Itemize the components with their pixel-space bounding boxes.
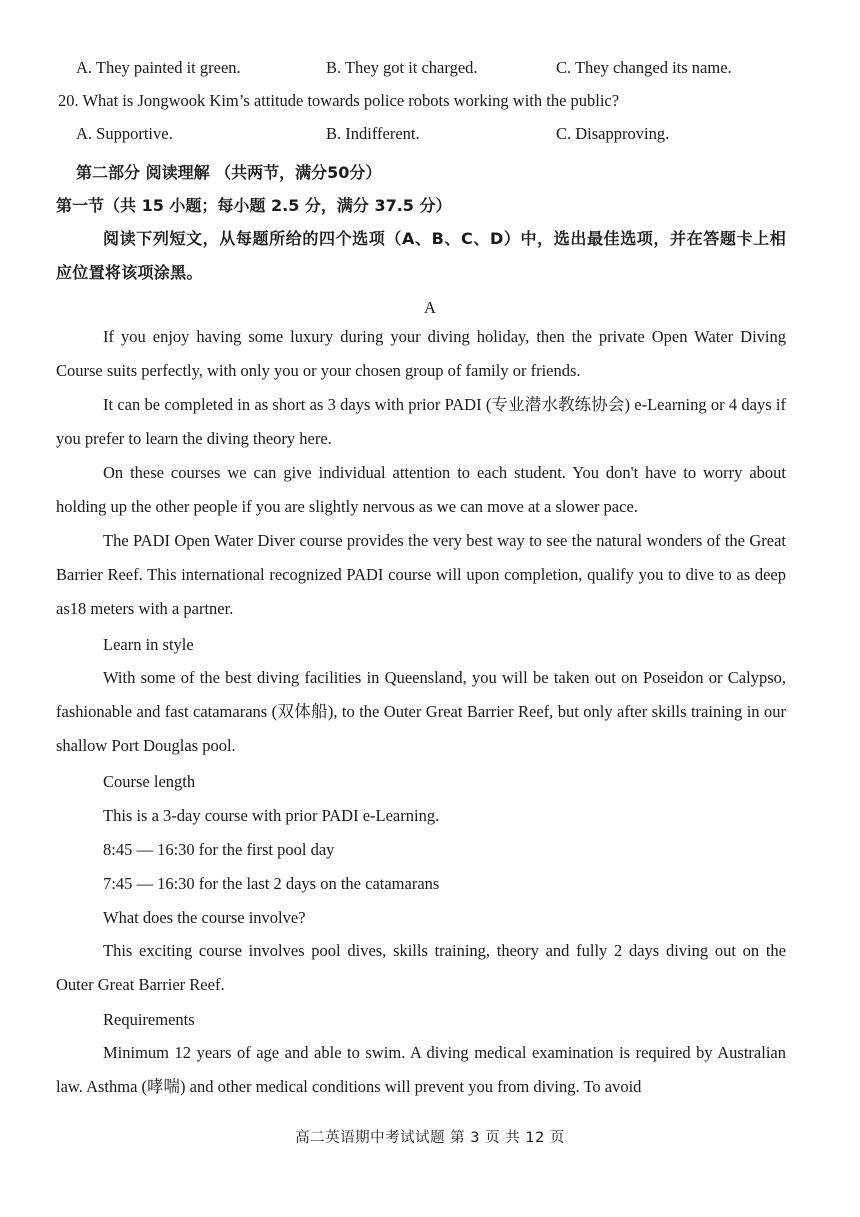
part2-header: 第二部分 阅读理解 （共两节，满分50分） — [76, 163, 382, 182]
q20-option-a: A. Supportive. — [76, 124, 173, 143]
q20-options — [76, 124, 816, 148]
q19-option-a: A. They painted it green. — [76, 58, 241, 77]
q20-option-c: C. Disapproving. — [556, 124, 670, 143]
passage-label: A — [424, 298, 436, 317]
q20-stem: 20. What is Jongwook Kim’s attitude towards police robots working with the public? — [58, 91, 620, 110]
instructions: 阅读下列短文，从每题所给的四个选项（A、B、C、D）中，选出最佳选项，并在答题卡上相应位置将该项涂黑。 — [56, 229, 786, 282]
q20-option-b: B. Indifferent. — [326, 124, 420, 143]
q19-options — [76, 58, 816, 82]
subheading-course-involve: What does the course involve? — [103, 908, 306, 927]
passage-paragraph-10: Minimum 12 years of age and able to swim. A diving medical examination is required by Australian law. Asthma (哮喘) and other medical conditions will prevent you from diving. To avoid — [56, 1043, 786, 1096]
passage-paragraph-5: With some of the best diving facilities in Queensland, you will be taken out on Poseidon or Calypso, fashionable and fast catamarans (双体船), to the Outer Great Barrier Reef, but only after skills training in our shallow Port Douglas pool. — [56, 668, 786, 755]
course-schedule-catamaran-days: 7:45 — 16:30 for the last 2 days on the catamarans — [103, 874, 440, 893]
course-length-line-1: This is a 3-day course with prior PADI e-Learning. — [103, 806, 440, 825]
passage-paragraph-9: This exciting course involves pool dives, skills training, theory and fully 2 days diving out on the Outer Great Barrier Reef. — [56, 941, 786, 994]
passage-paragraph-1: If you enjoy having some luxury during your diving holiday, then the private Open Water Diving Course suits perfectly, with only you or your chosen group of family or friends. — [56, 327, 786, 380]
subheading-requirements: Requirements — [103, 1010, 195, 1029]
subheading-learn-in-style: Learn in style — [103, 635, 194, 654]
q19-option-c: C. They changed its name. — [556, 58, 732, 77]
course-schedule-pool-day: 8:45 — 16:30 for the first pool day — [103, 840, 335, 859]
q19-option-b: B. They got it charged. — [326, 58, 478, 77]
subheading-course-length: Course length — [103, 772, 196, 791]
passage-paragraph-4: The PADI Open Water Diver course provides the very best way to see the natural wonders of the Great Barrier Reef. This international recognized PADI course will upon completion, qualify you to dive to as deep as18 meters with a partner. — [56, 531, 786, 618]
passage-paragraph-3: On these courses we can give individual attention to each student. You don't have to worry about holding up the other people if you are slightly nervous as we can move at a slower pace. — [56, 463, 786, 516]
section1-header: 第一节（共 15 小题；每小题 2.5 分，满分 37.5 分） — [56, 196, 452, 215]
passage-paragraph-2: It can be completed in as short as 3 days with prior PADI (专业潜水教练协会) e-Learning or 4 days if you prefer to learn the diving theory here. — [56, 395, 786, 448]
page-footer: 高二英语期中考试试题 第 3 页 共 12 页 — [295, 1130, 565, 1146]
